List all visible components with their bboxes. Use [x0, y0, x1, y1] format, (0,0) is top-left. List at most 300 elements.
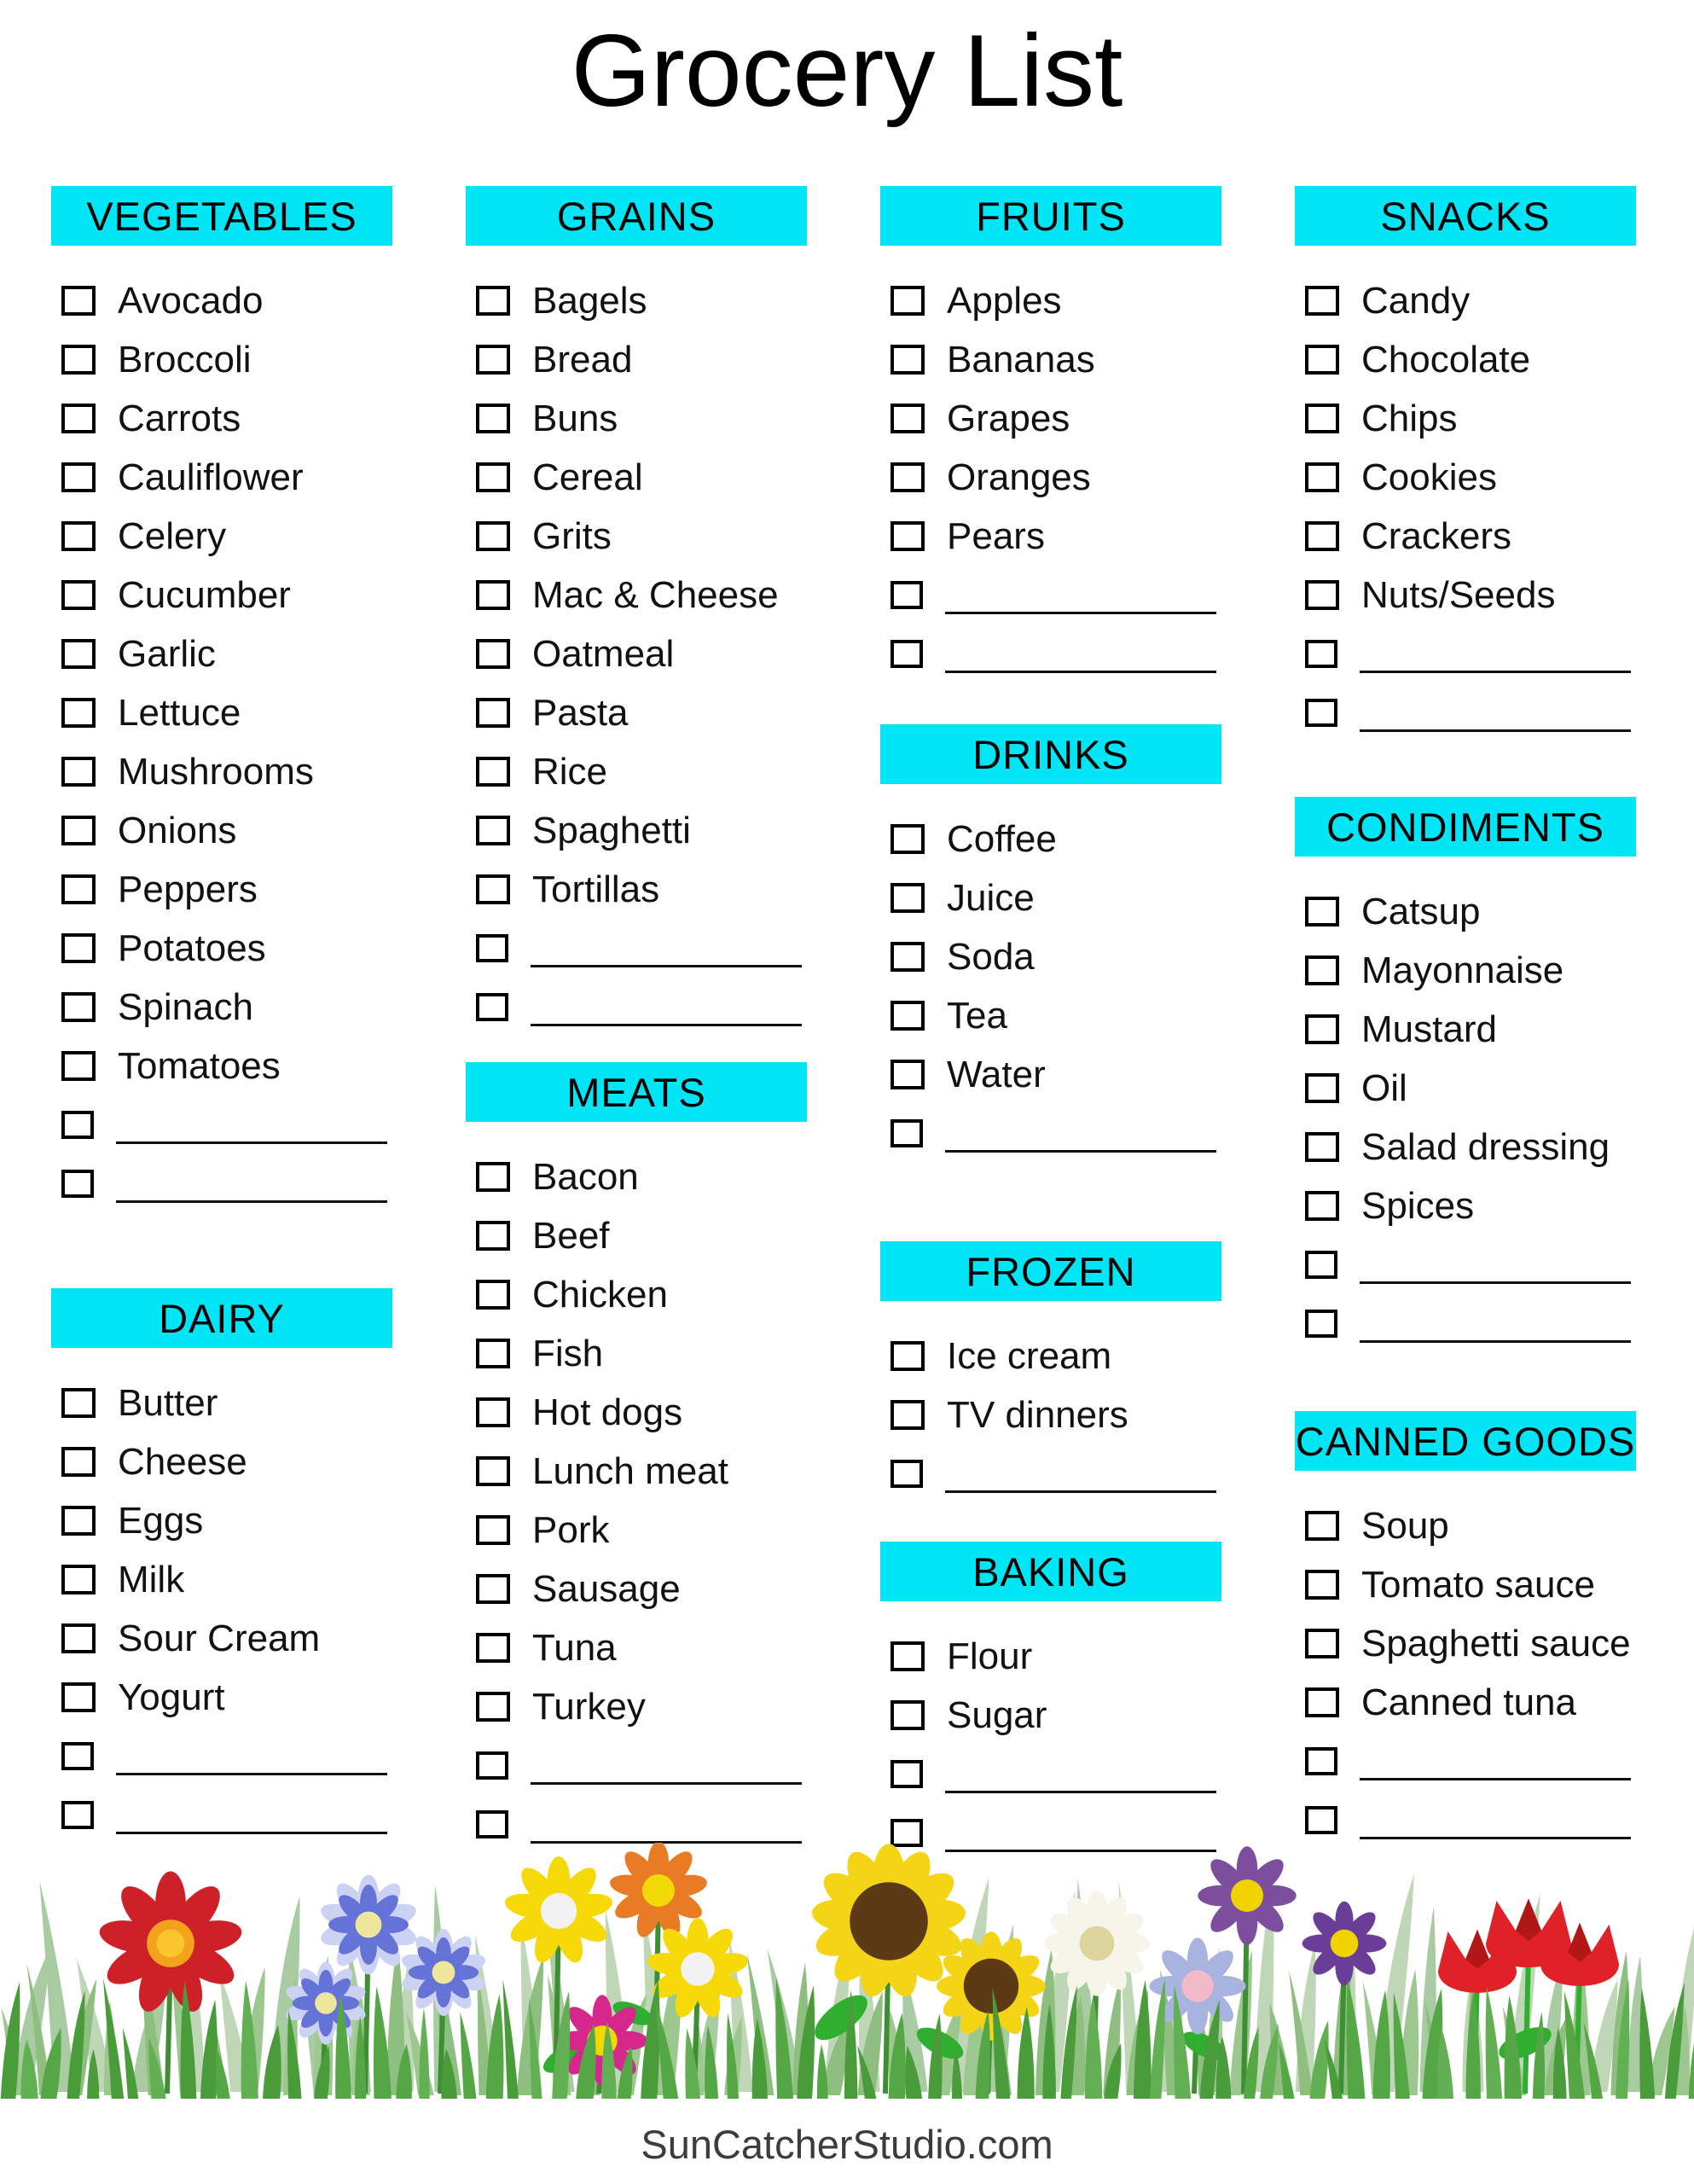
blank-item-row: [880, 1444, 1221, 1503]
item-row: [51, 683, 392, 742]
blank-item-row: [466, 978, 807, 1037]
item-row: [880, 448, 1221, 507]
section-canned-goods: [1295, 1411, 1636, 1850]
checkbox[interactable]: [891, 462, 925, 492]
checkbox[interactable]: [1305, 404, 1339, 433]
item-label: Cheese: [118, 1440, 247, 1483]
item-row: [1295, 566, 1636, 624]
item-row: [1295, 1000, 1636, 1059]
checkbox[interactable]: [61, 698, 96, 728]
item-label: Lettuce: [118, 691, 241, 734]
checkbox[interactable]: [1305, 1014, 1339, 1044]
checkbox[interactable]: [1305, 1806, 1337, 1834]
item-label: Cereal: [532, 456, 643, 498]
grass-flowers-border: [0, 1843, 1694, 2099]
item-row: [466, 1206, 807, 1265]
item-label: Butter: [118, 1381, 218, 1424]
item-row: [51, 1432, 392, 1491]
item-row: [466, 742, 807, 801]
blank-write-line[interactable]: [531, 965, 802, 967]
item-label: Tomato sauce: [1361, 1563, 1595, 1606]
item-label: Candy: [1361, 279, 1471, 322]
item-label: Juice: [947, 876, 1035, 919]
blank-write-line[interactable]: [1360, 1340, 1631, 1343]
item-label: Oranges: [947, 456, 1091, 498]
checkbox[interactable]: [61, 1051, 96, 1081]
checkbox[interactable]: [891, 942, 925, 972]
checkbox[interactable]: [61, 1565, 96, 1594]
page-title: Grocery List: [571, 14, 1123, 128]
checkbox[interactable]: [476, 698, 510, 728]
blank-write-line[interactable]: [116, 1141, 387, 1144]
blank-item-row: [51, 1727, 392, 1786]
blank-write-line[interactable]: [116, 1773, 387, 1775]
blank-write-line[interactable]: [1360, 1837, 1631, 1839]
checkbox[interactable]: [61, 874, 96, 904]
item-row: [466, 801, 807, 860]
checkbox[interactable]: [61, 521, 96, 551]
item-row: [466, 683, 807, 742]
item-label: Soup: [1361, 1504, 1449, 1547]
checkbox[interactable]: [1305, 521, 1339, 551]
checkbox[interactable]: [476, 757, 510, 787]
section-header-vegetables: VEGETABLES: [51, 186, 392, 246]
checkbox[interactable]: [891, 1119, 923, 1147]
blank-item-row: [466, 919, 807, 978]
item-row: [51, 507, 392, 566]
item-row: [51, 271, 392, 330]
blank-write-line[interactable]: [945, 671, 1216, 673]
checkbox[interactable]: [891, 581, 923, 609]
item-row: [466, 1383, 807, 1442]
checkbox[interactable]: [476, 1339, 510, 1368]
item-row: [51, 448, 392, 507]
section-header-snacks: SNACKS: [1295, 186, 1636, 246]
checkbox[interactable]: [61, 462, 96, 492]
item-row: [1295, 330, 1636, 389]
checkbox[interactable]: [1305, 956, 1339, 985]
checkbox[interactable]: [476, 1692, 510, 1722]
checkbox[interactable]: [891, 824, 925, 854]
checkbox[interactable]: [891, 286, 925, 316]
item-label: Cucumber: [118, 573, 291, 616]
blank-write-line[interactable]: [1360, 1778, 1631, 1780]
item-label: Pears: [947, 514, 1045, 557]
item-label: Spices: [1361, 1184, 1475, 1227]
item-label: Chicken: [532, 1273, 668, 1316]
checkbox[interactable]: [1305, 1747, 1337, 1775]
checkbox[interactable]: [891, 1641, 925, 1671]
item-label: Buns: [532, 397, 618, 439]
item-label: Pork: [532, 1508, 610, 1551]
item-label: Yogurt: [118, 1676, 225, 1718]
item-row: [466, 1618, 807, 1677]
checkbox[interactable]: [1305, 286, 1339, 316]
item-label: Beef: [532, 1214, 610, 1257]
item-row: [880, 868, 1221, 927]
blank-item-row: [1295, 624, 1636, 683]
item-label: Bread: [532, 338, 633, 380]
item-label: Water: [947, 1053, 1046, 1095]
list-grid: [51, 186, 1636, 1862]
checkbox[interactable]: [891, 404, 925, 433]
item-row: [880, 507, 1221, 566]
flower-icon: [1540, 1923, 1619, 1986]
item-label: Hot dogs: [532, 1391, 683, 1433]
item-row: [466, 1560, 807, 1618]
item-label: Avocado: [118, 279, 264, 322]
flower-icon: [1302, 1902, 1387, 1986]
item-row: [51, 624, 392, 683]
item-row: [466, 1265, 807, 1324]
checkbox[interactable]: [61, 1447, 96, 1477]
item-row: [1295, 1176, 1636, 1235]
section-vegetables: [51, 186, 392, 1213]
item-row: [51, 860, 392, 919]
checkbox[interactable]: [476, 1574, 510, 1604]
checkbox[interactable]: [891, 521, 925, 551]
item-label: Spaghetti: [532, 809, 691, 851]
checkbox[interactable]: [61, 345, 96, 375]
section-header-fruits: FRUITS: [880, 186, 1221, 246]
item-label: Tomatoes: [118, 1044, 281, 1087]
column-2: [466, 186, 807, 1862]
item-label: Tortillas: [532, 868, 660, 910]
item-row: [880, 927, 1221, 986]
checkbox[interactable]: [61, 1506, 96, 1536]
section-fruits: [880, 186, 1221, 683]
checkbox[interactable]: [1305, 1629, 1339, 1658]
item-label: Bagels: [532, 279, 647, 322]
checkbox[interactable]: [476, 1162, 510, 1192]
checkbox[interactable]: [1305, 640, 1337, 668]
checkbox[interactable]: [1305, 1073, 1339, 1103]
section-snacks: [1295, 186, 1636, 742]
section-grains: [466, 186, 807, 1037]
section-header-frozen: FROZEN: [880, 1241, 1221, 1301]
item-label: Apples: [947, 279, 1062, 322]
checkbox[interactable]: [891, 1400, 925, 1430]
item-label: Oil: [1361, 1066, 1407, 1109]
item-row: [466, 1324, 807, 1383]
item-label: Mayonnaise: [1361, 949, 1564, 991]
item-row: [51, 1037, 392, 1095]
item-row: [1295, 1059, 1636, 1118]
checkbox[interactable]: [891, 1001, 925, 1031]
blank-write-line[interactable]: [945, 1791, 1216, 1793]
blank-item-row: [880, 566, 1221, 624]
checkbox[interactable]: [476, 1221, 510, 1251]
checkbox[interactable]: [61, 1170, 94, 1198]
blank-item-row: [880, 1104, 1221, 1163]
item-label: Sausage: [532, 1567, 681, 1610]
checkbox[interactable]: [891, 1700, 925, 1730]
item-label: Soda: [947, 935, 1035, 978]
blank-write-line[interactable]: [1360, 729, 1631, 732]
blank-item-row: [1295, 1791, 1636, 1850]
item-row: [1295, 1614, 1636, 1673]
item-label: Ice cream: [947, 1334, 1112, 1377]
checkbox[interactable]: [61, 1682, 96, 1712]
checkbox[interactable]: [61, 1742, 94, 1770]
checkbox[interactable]: [1305, 1570, 1339, 1600]
checkbox[interactable]: [891, 1341, 925, 1371]
item-row: [880, 810, 1221, 868]
section-meats: [466, 1062, 807, 1854]
item-row: [51, 1609, 392, 1668]
item-label: Coffee: [947, 817, 1057, 860]
section-header-canned-goods: CANNED GOODS: [1295, 1411, 1636, 1471]
checkbox[interactable]: [1305, 580, 1339, 610]
item-row: [51, 566, 392, 624]
item-label: Tuna: [532, 1626, 617, 1669]
item-label: Mushrooms: [118, 750, 314, 793]
checkbox[interactable]: [1305, 462, 1339, 492]
checkbox[interactable]: [891, 640, 923, 668]
checkbox[interactable]: [476, 1751, 508, 1780]
blank-write-line[interactable]: [116, 1200, 387, 1203]
checkbox[interactable]: [61, 639, 96, 669]
blank-item-row: [51, 1786, 392, 1844]
item-label: Sour Cream: [118, 1617, 321, 1659]
checkbox[interactable]: [476, 1810, 508, 1838]
column-4: [1295, 186, 1636, 1862]
checkbox[interactable]: [1305, 1310, 1337, 1338]
item-label: Turkey: [532, 1685, 646, 1728]
item-row: [51, 801, 392, 860]
blank-write-line[interactable]: [1360, 671, 1631, 673]
item-label: Canned tuna: [1361, 1681, 1576, 1723]
item-row: [466, 1501, 807, 1560]
item-row: [880, 1045, 1221, 1104]
item-label: Spaghetti sauce: [1361, 1622, 1631, 1664]
checkbox[interactable]: [61, 286, 96, 316]
checkbox[interactable]: [476, 1515, 510, 1545]
blank-write-line[interactable]: [1360, 1281, 1631, 1284]
item-row: [51, 1550, 392, 1609]
item-row: [466, 1677, 807, 1736]
checkbox[interactable]: [476, 462, 510, 492]
item-row: [51, 330, 392, 389]
item-label: Peppers: [118, 868, 258, 910]
item-label: Chips: [1361, 397, 1458, 439]
item-label: Bacon: [532, 1155, 639, 1198]
blank-write-line[interactable]: [116, 1832, 387, 1834]
item-row: [1295, 1496, 1636, 1555]
item-row: [880, 271, 1221, 330]
checkbox[interactable]: [476, 580, 510, 610]
item-row: [466, 1147, 807, 1206]
checkbox[interactable]: [61, 404, 96, 433]
blank-item-row: [1295, 683, 1636, 742]
blank-write-line[interactable]: [945, 1490, 1216, 1493]
item-label: Broccoli: [118, 338, 252, 380]
item-label: Carrots: [118, 397, 241, 439]
checkbox[interactable]: [1305, 1251, 1337, 1279]
item-row: [1295, 1673, 1636, 1732]
item-row: [880, 1327, 1221, 1385]
checkbox[interactable]: [1305, 1191, 1339, 1221]
checkbox[interactable]: [1305, 345, 1339, 375]
footer-credit: SunCatcherStudio.com: [641, 2122, 1053, 2167]
item-row: [880, 986, 1221, 1045]
item-row: [880, 1627, 1221, 1686]
checkbox[interactable]: [891, 1060, 925, 1089]
blank-item-row: [880, 1745, 1221, 1804]
checkbox[interactable]: [61, 757, 96, 787]
section-header-meats: MEATS: [466, 1062, 807, 1122]
checkbox[interactable]: [476, 639, 510, 669]
item-row: [51, 1668, 392, 1727]
item-row: [51, 1374, 392, 1432]
section-condiments: [1295, 797, 1636, 1353]
item-row: [1295, 1555, 1636, 1614]
item-row: [880, 1686, 1221, 1745]
item-label: Chocolate: [1361, 338, 1531, 380]
checkbox[interactable]: [1305, 1687, 1339, 1717]
item-label: Cauliflower: [118, 456, 304, 498]
item-row: [466, 1442, 807, 1501]
section-frozen: [880, 1241, 1221, 1503]
item-label: Celery: [118, 514, 227, 557]
column-3: [880, 186, 1221, 1862]
item-row: [1295, 448, 1636, 507]
blank-item-row: [1295, 1235, 1636, 1294]
item-label: Bananas: [947, 338, 1095, 380]
item-label: Flour: [947, 1635, 1033, 1677]
section-drinks: [880, 724, 1221, 1163]
item-label: Milk: [118, 1558, 185, 1600]
item-row: [880, 330, 1221, 389]
item-label: Sugar: [947, 1693, 1047, 1736]
item-label: Fish: [532, 1332, 604, 1374]
blank-item-row: [51, 1095, 392, 1154]
checkbox[interactable]: [476, 345, 510, 375]
item-row: [51, 919, 392, 978]
item-row: [466, 624, 807, 683]
item-label: Oatmeal: [532, 632, 675, 675]
blank-write-line[interactable]: [531, 1024, 802, 1026]
column-1: [51, 186, 392, 1862]
item-row: [1295, 1118, 1636, 1176]
checkbox[interactable]: [891, 1460, 923, 1488]
blank-item-row: [1295, 1294, 1636, 1353]
item-row: [1295, 882, 1636, 941]
blank-write-line[interactable]: [531, 1782, 802, 1785]
section-dairy: [51, 1288, 392, 1844]
checkbox[interactable]: [61, 933, 96, 963]
checkbox[interactable]: [1305, 1511, 1339, 1541]
checkbox[interactable]: [476, 1456, 510, 1486]
checkbox[interactable]: [476, 934, 508, 962]
item-row: [466, 566, 807, 624]
item-label: Grits: [532, 514, 612, 557]
section-header-baking: BAKING: [880, 1542, 1221, 1601]
item-label: Pasta: [532, 691, 629, 734]
item-row: [1295, 389, 1636, 448]
item-label: Tea: [947, 994, 1007, 1037]
checkbox[interactable]: [1305, 699, 1337, 727]
item-label: Mac & Cheese: [532, 573, 779, 616]
checkbox[interactable]: [61, 580, 96, 610]
section-header-condiments: CONDIMENTS: [1295, 797, 1636, 857]
checkbox[interactable]: [61, 1388, 96, 1418]
item-row: [466, 448, 807, 507]
item-label: Nuts/Seeds: [1361, 573, 1556, 616]
checkbox[interactable]: [891, 883, 925, 913]
checkbox[interactable]: [476, 1280, 510, 1310]
item-label: Onions: [118, 809, 237, 851]
checkbox[interactable]: [476, 993, 508, 1021]
checkbox[interactable]: [891, 345, 925, 375]
checkbox[interactable]: [61, 816, 96, 845]
item-row: [466, 389, 807, 448]
item-label: Mustard: [1361, 1008, 1497, 1050]
checkbox[interactable]: [476, 521, 510, 551]
checkbox[interactable]: [1305, 1132, 1339, 1162]
item-row: [51, 978, 392, 1037]
checkbox[interactable]: [476, 874, 510, 904]
item-label: Eggs: [118, 1499, 204, 1542]
checkbox[interactable]: [61, 1801, 94, 1829]
item-label: Grapes: [947, 397, 1070, 439]
checkbox[interactable]: [476, 1397, 510, 1427]
checkbox[interactable]: [61, 992, 96, 1022]
item-row: [880, 389, 1221, 448]
checkbox[interactable]: [61, 1111, 94, 1139]
blank-write-line[interactable]: [945, 1150, 1216, 1153]
item-row: [466, 271, 807, 330]
section-header-dairy: DAIRY: [51, 1288, 392, 1348]
item-row: [51, 389, 392, 448]
item-row: [466, 330, 807, 389]
checkbox[interactable]: [476, 816, 510, 845]
item-label: Lunch meat: [532, 1449, 728, 1492]
blank-write-line[interactable]: [945, 612, 1216, 614]
item-row: [1295, 507, 1636, 566]
flower-stem: [1525, 1952, 1529, 2094]
item-row: [51, 1491, 392, 1550]
checkbox[interactable]: [476, 286, 510, 316]
item-row: [466, 507, 807, 566]
item-label: Catsup: [1361, 890, 1481, 932]
checkbox[interactable]: [476, 404, 510, 433]
item-label: Spinach: [118, 985, 254, 1028]
blank-item-row: [51, 1154, 392, 1213]
item-row: [51, 742, 392, 801]
checkbox[interactable]: [476, 1633, 510, 1663]
section-header-grains: GRAINS: [466, 186, 807, 246]
item-row: [880, 1385, 1221, 1444]
item-row: [1295, 941, 1636, 1000]
blank-item-row: [880, 624, 1221, 683]
item-row: [1295, 271, 1636, 330]
checkbox[interactable]: [1305, 897, 1339, 926]
section-baking: [880, 1542, 1221, 1862]
item-label: Cookies: [1361, 456, 1497, 498]
flower-icon: [1198, 1846, 1296, 1944]
item-label: Garlic: [118, 632, 216, 675]
item-label: Salad dressing: [1361, 1125, 1610, 1168]
item-label: Potatoes: [118, 926, 266, 969]
blank-item-row: [1295, 1732, 1636, 1791]
item-row: [466, 860, 807, 919]
checkbox[interactable]: [891, 1760, 923, 1788]
checkbox[interactable]: [61, 1623, 96, 1653]
blank-item-row: [466, 1736, 807, 1795]
flower-icon: [810, 1844, 968, 2000]
section-header-drinks: DRINKS: [880, 724, 1221, 784]
